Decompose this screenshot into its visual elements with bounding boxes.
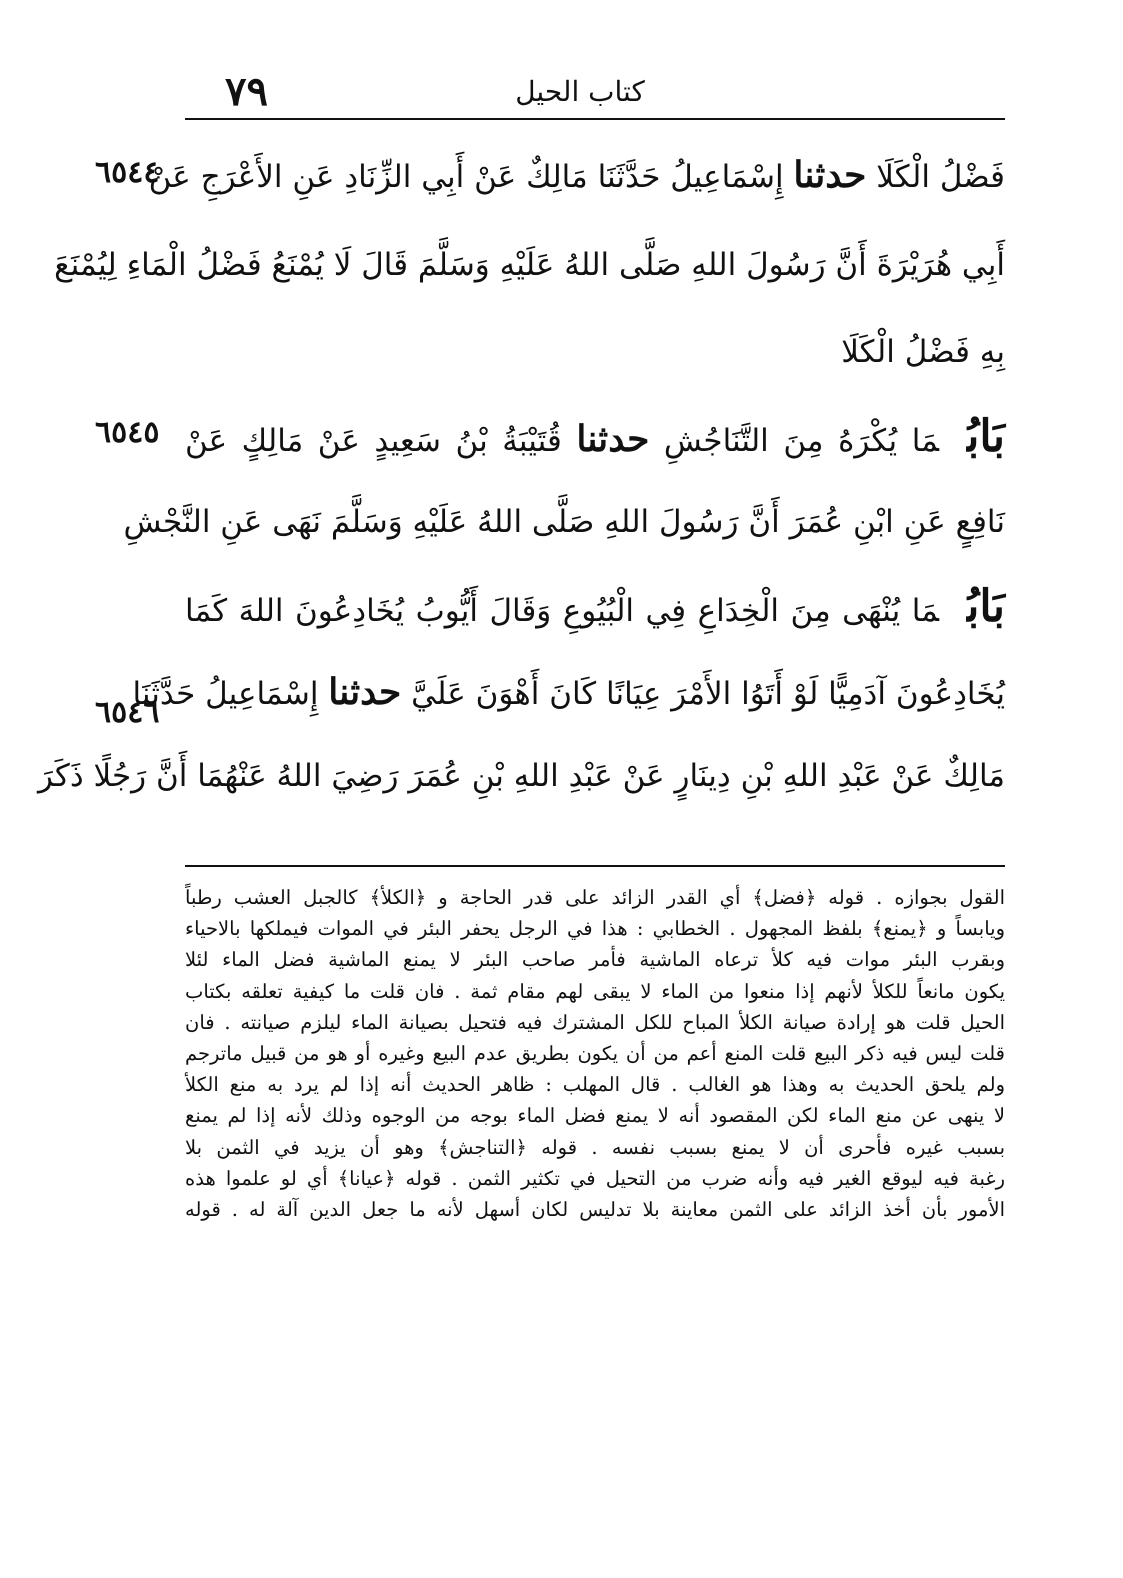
hadith-number: ٦٥٤٦: [95, 695, 160, 730]
haddathana-word: حدثنا: [576, 418, 650, 460]
commentary-line: القول بجوازه . قوله ﴿فضل﴾ أي القدر الزائد على قدر الحاجة و ﴿الكلأ﴾ كالجبل العشب رطباً: [185, 886, 1005, 909]
commentary-rule: [185, 865, 1005, 867]
main-line: أَبِي هُرَيْرَةَ أَنَّ رَسُولَ اللهِ صَلَّى اللهُ عَلَيْهِ وَسَلَّمَ قَالَ لَا يُمْنَعُ فَضْلُ الْمَاءِ لِيُمْنَعَ: [54, 247, 1005, 283]
bab-word: بَابُ: [967, 581, 1005, 632]
running-head: كتاب الحيل: [515, 75, 645, 108]
main-line: بِهِ فَضْلُ الْكَلَا: [841, 334, 1005, 370]
hadith-number: ٦٥٤٤: [95, 155, 160, 190]
main-line: نَافِعٍ عَنِ ابْنِ عُمَرَ أَنَّ رَسُولَ اللهِ صَلَّى اللهُ عَلَيْهِ وَسَلَّمَ نَهَى عَنِ النَّجْشِ: [123, 504, 1005, 540]
main-line: فَضْلُ الْكَلَا حدثنا إِسْمَاعِيلُ حَدَّثَنَا مَالِكٌ عَنْ أَبِي الزِّنَادِ عَنِ الأَعْرَجِ عَنْ: [148, 154, 1005, 196]
main-line: مَالِكٌ عَنْ عَبْدِ اللهِ بْنِ دِينَارٍ عَنْ عَبْدِ اللهِ بْنِ عُمَرَ رَضِيَ اللهُ عَنْهُمَا أَنَّ رَجُلًا ذَكَرَ: [37, 758, 1005, 794]
commentary-line: بسبب غيره فأحرى أن لا يمنع بسبب نفسه . قوله ﴿التناجش﴾ وهو أن يزيد في الثمن بلا: [185, 1135, 1005, 1159]
header-rule: [185, 118, 1005, 120]
page-number: ٧٩: [225, 68, 268, 115]
haddathana-word: حدثنا: [328, 671, 402, 713]
commentary-line: لا ينهى عن منع الماء لكن المقصود أنه لا يمنع فضل الماء بوجه من الوجوه وذلك لأنه إذا لم يمنع: [185, 1104, 1005, 1128]
main-line: يُخَادِعُونَ آدَمِيًّا لَوْ أَتَوُا الأَمْرَ عِيَانًا كَانَ أَهْوَنَ عَلَيَّ حدثنا إِسْمَاعِيلُ حَدَّثَنَا: [132, 671, 1005, 713]
commentary-line: ولم يلحق الحديث به وهذا هو الغالب . قال المهلب : ظاهر الحديث أنه إذا لم يرد به منع الكلأ: [185, 1073, 1005, 1097]
commentary-line: رغبة فيه ليوقع الغير فيه وأنه ضرب من التحيل في تكثير الثمن . قوله ﴿عيانا﴾ أي لو علموا هذه: [185, 1166, 1005, 1190]
commentary-line: قلت ليس فيه ذكر البيع قلت المنع أعم من أن يكون بطريق عدم البيع وغيره أو هو من قبيل ماترجم: [185, 1041, 1005, 1065]
commentary-footnotes: [185, 882, 1005, 1225]
bab-heading-line: بَابُمَا يُنْهَى مِنَ الْخِدَاعِ فِي الْبُيُوعِ وَقَالَ أَيُّوبُ يُخَادِعُونَ اللهَ كَمَا: [185, 581, 1005, 632]
bab-word: بَابُ: [967, 411, 1005, 462]
commentary-line: وبقرب البئر موات فيه كلأ ترعاه الماشية فأمر صاحب البئر لا يمنع الماشية فضل الماء لئلا: [185, 948, 1005, 972]
bab-heading-line: بَابُمَا يُكْرَهُ مِنَ التَّنَاجُشِ حدثنا قُتَيْبَةُ بْنُ سَعِيدٍ عَنْ مَالِكٍ عَنْ: [185, 411, 1005, 462]
commentary-line: ويابساً و ﴿يمنع﴾ بلفظ المجهول . الخطابي : هذا في الرجل يحفر البئر في الموات فيملكها بالاحياء: [185, 917, 1005, 941]
commentary-line: الحيل قلت هو إرادة صيانة الكلأ المباح للكل المشترك فيه فتحيل بصيانة الماء ليلزم صيانته . فان: [185, 1010, 1005, 1034]
hadith-number: ٦٥٤٥: [95, 415, 160, 450]
commentary-line: الأمور بأن أخذ الزائد على الثمن معاينة بلا تدليس لكان أسهل لأنه ما جعل الدين آلة له . قوله: [185, 1197, 1005, 1221]
haddathana-word: حدثنا: [793, 154, 867, 196]
commentary-line: يكون مانعاً للكلأ لأنهم إذا منعوا من الماء لا يبقى لهم مقام ثمة . فان قلت ما كيفية تعلقه بكتاب: [185, 979, 1005, 1003]
